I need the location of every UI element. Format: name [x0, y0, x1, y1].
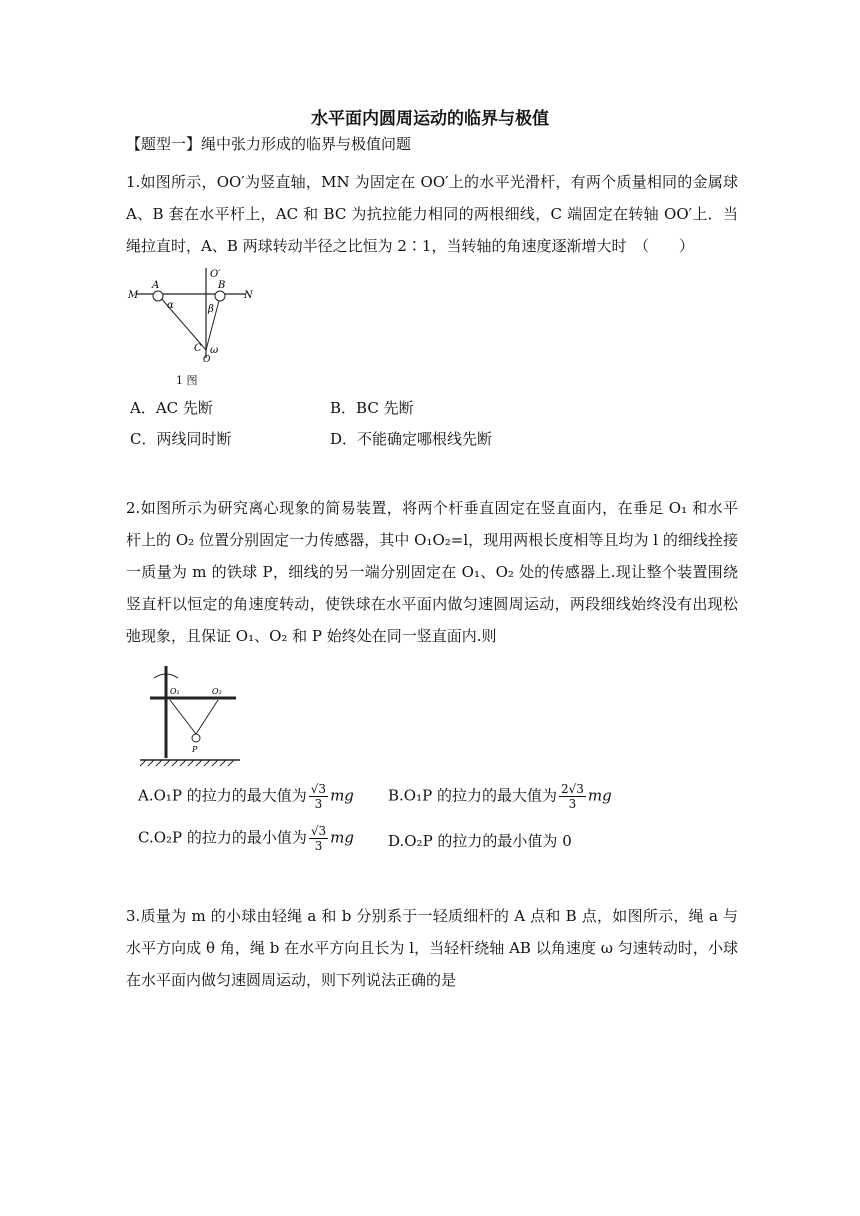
question-2-option-c[interactable]	[138, 824, 354, 853]
question-1-option-c[interactable]: C．两线同时断	[130, 430, 232, 448]
label-a: A	[152, 280, 160, 291]
question-2-figure	[140, 660, 240, 770]
question-1-figure-caption: 1 图	[176, 374, 198, 387]
option-b-numerator: 2√3	[560, 782, 584, 796]
option-b-prefix: B.O₁P 的拉力的最大值为	[388, 786, 557, 805]
question-2-text: 2.如图所示为研究离心现象的简易装置，将两个杆垂直固定在竖直面内，在垂足 O₁ 和水平杆上的 O₂ 位置分别固定一力传感器，其中 O₁O₂=l，现用两根长度相等且均为 l 的细线拴接一质量为 m 的铁球 P，细线的另一端分别固定在 O₁、O₂ 处的传感器上.现让整个装置围绕竖直杆以恒定的角速度转动，使铁球在水平面内做匀速圆周运动，两段细线始终没有出现松弛现象，且保证 O₁、O₂ 和 P 始终处在同一竖直面内.则	[126, 499, 738, 645]
question-2-option-a[interactable]	[138, 782, 354, 811]
ball-a	[153, 291, 163, 301]
label-n: N	[244, 290, 253, 301]
option-d-text: D.O₂P 的拉力的最小值为 0	[388, 832, 572, 850]
label-p: P	[192, 745, 198, 754]
option-a-suffix: mg	[330, 786, 354, 805]
option-b-suffix: mg	[587, 786, 612, 805]
label-o1: O₁	[170, 687, 180, 696]
ground-hatching	[140, 760, 234, 766]
label-o: O	[203, 355, 211, 362]
section-heading: 【题型一】绳中张力形成的临界与极值问题	[126, 135, 412, 153]
question-2-option-d[interactable]	[388, 830, 572, 851]
option-c-denominator: 3	[314, 839, 323, 853]
page-title: 水平面内圆周运动的临界与极值	[311, 109, 549, 129]
ball-b	[215, 291, 225, 301]
label-o2: O₂	[212, 687, 222, 696]
label-b: B	[218, 280, 226, 291]
option-a-fraction	[309, 782, 328, 811]
label-omega: ω	[210, 345, 219, 356]
question-1-option-d[interactable]: D．不能确定哪根线先断	[330, 430, 493, 448]
label-m: M	[128, 290, 139, 301]
question-1-text: 1.如图所示，OO′为竖直轴，MN 为固定在 OO′上的水平光滑杆，有两个质量相同的金属球 A、B 套在水平杆上，AC 和 BC 为抗拉能力相同的两根细线，C 端固定在转轴 OO′上．当绳拉直时，A、B 两球转动半径之比恒为 2∶1，当转轴的角速度逐渐增大时 （ ）	[126, 173, 738, 255]
option-a-prefix: A.O₁P 的拉力的最大值为	[138, 786, 307, 805]
label-c: C	[194, 343, 202, 354]
question-2-option-b[interactable]	[388, 782, 612, 811]
option-b-fraction	[559, 782, 586, 811]
option-c-prefix: C.O₂P 的拉力的最小值为	[138, 828, 307, 847]
option-a-numerator: √3	[310, 782, 327, 796]
option-c-fraction	[309, 824, 328, 853]
string-o1p	[170, 700, 196, 734]
question-3-text: 3.质量为 m 的小球由轻绳 a 和 b 分别系于一轻质细杆的 A 点和 B 点，如图所示，绳 a 与水平方向成 θ 角，绳 b 在水平方向且长为 l，当轻杆绕轴 AB 以角速度 ω 匀速转动时，小球在水平面内做匀速圆周运动，则下列说法正确的是	[126, 907, 738, 989]
question-1-figure	[126, 266, 266, 362]
string-o2p	[196, 700, 218, 734]
label-o-prime: O′	[210, 269, 221, 280]
option-a-denominator: 3	[314, 797, 323, 811]
label-beta: β	[208, 304, 214, 315]
ball-p	[192, 734, 200, 742]
label-alpha: α	[167, 300, 174, 311]
option-b-denominator: 3	[568, 797, 577, 811]
option-c-numerator: √3	[310, 824, 327, 838]
question-1-option-a[interactable]: A．AC 先断	[130, 399, 213, 417]
question-1-option-b[interactable]: B．BC 先断	[330, 399, 414, 417]
option-c-suffix: mg	[330, 828, 354, 847]
